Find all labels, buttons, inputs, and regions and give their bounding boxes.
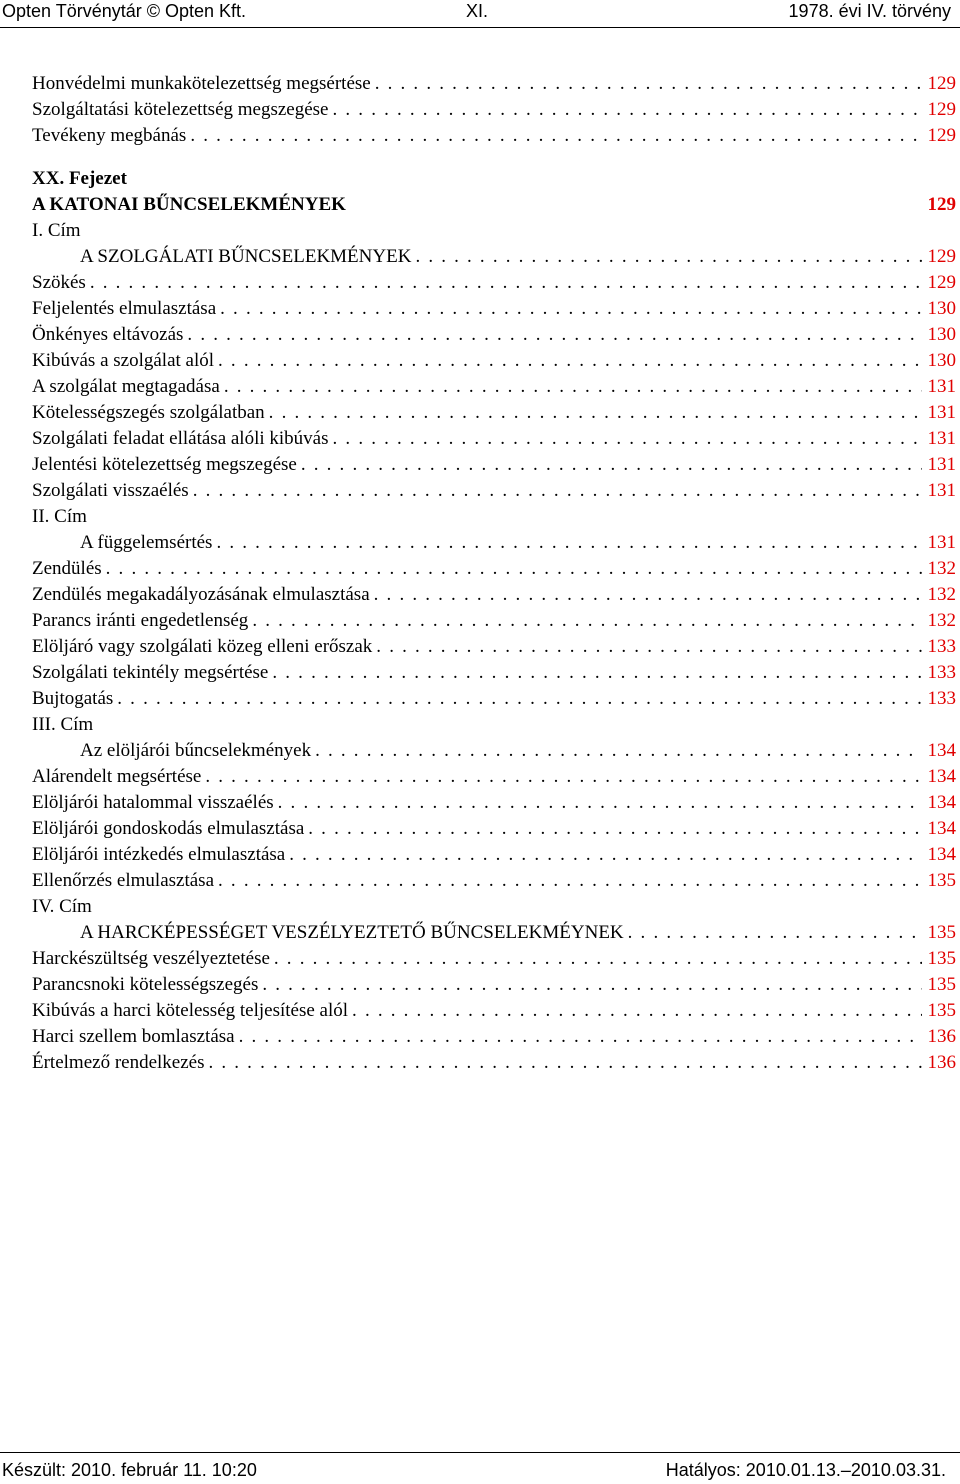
header-publisher: Opten Törvénytár © Opten Kft. [2, 1, 247, 21]
toc-entry[interactable] [32, 764, 956, 790]
toc-leader-dots [376, 634, 922, 660]
toc-entry[interactable] [32, 660, 956, 686]
toc-leader-dots [269, 400, 922, 426]
toc-leader-dots [301, 452, 922, 478]
toc-entry-title: Elöljáró vagy szolgálati közeg elleni erőszak [32, 634, 376, 660]
toc-page-number[interactable]: 134 [927, 792, 956, 813]
toc-page-number[interactable]: 129 [927, 99, 956, 120]
toc-entry-title: Szolgálati visszaélés [32, 478, 193, 504]
toc-row [32, 686, 956, 712]
toc-page-number[interactable]: 129 [927, 73, 956, 94]
toc-page-number[interactable]: 130 [927, 324, 956, 345]
toc-entry-title: A függelemsértés [32, 530, 216, 556]
toc-entry-title: Önkényes eltávozás [32, 322, 187, 348]
toc-leader-dots [220, 296, 922, 322]
header-divider [0, 27, 960, 28]
toc-row [32, 244, 956, 270]
toc-page-number[interactable]: 132 [927, 584, 956, 605]
toc-entry-title: Kibúvás a harci kötelesség teljesítése alól [32, 998, 352, 1024]
toc-page-number[interactable]: 131 [927, 402, 956, 423]
toc-leader-dots [333, 426, 922, 452]
toc-row [32, 972, 956, 998]
toc-entry-title: Harci szellem bomlasztása [32, 1024, 239, 1050]
toc-entry-title: Zendülés [32, 556, 106, 582]
toc-entry-title: Elöljárói gondoskodás elmulasztása [32, 816, 308, 842]
toc-row [32, 842, 956, 868]
toc-entry[interactable] [32, 634, 956, 660]
toc-row [32, 374, 956, 400]
toc-row [32, 868, 956, 894]
toc-entry[interactable] [32, 790, 956, 816]
toc-leader-dots [205, 764, 922, 790]
toc-row [32, 400, 956, 426]
toc-entry-title: Szökés [32, 270, 90, 296]
toc-entry[interactable] [32, 608, 956, 634]
toc-entry-title: Parancsnoki kötelességszegés [32, 972, 262, 998]
toc-page-number[interactable]: 131 [927, 454, 956, 475]
toc-row [32, 71, 956, 97]
toc-leader-dots [272, 660, 922, 686]
toc-entry[interactable] [32, 348, 956, 374]
title-heading-4: IV. Cím [32, 896, 92, 917]
toc-entry[interactable] [32, 400, 956, 426]
toc-row [32, 660, 956, 686]
toc-row [32, 920, 956, 946]
toc-leader-dots [90, 270, 922, 296]
toc-page-number[interactable]: 129 [927, 125, 956, 146]
toc-page-number[interactable]: 129 [927, 246, 956, 267]
toc-row [32, 348, 956, 374]
toc-page-number[interactable]: 134 [927, 844, 956, 865]
toc-entry-title: Bujtogatás [32, 686, 117, 712]
toc-entry[interactable] [32, 123, 956, 149]
toc-page-number[interactable]: 130 [927, 298, 956, 319]
toc-leader-dots [252, 608, 922, 634]
toc-entry[interactable] [32, 270, 956, 296]
toc-leader-dots [193, 478, 922, 504]
toc-row [32, 608, 956, 634]
toc-row [32, 478, 956, 504]
toc-leader-dots [333, 97, 923, 123]
toc-page-number[interactable]: 132 [927, 558, 956, 579]
toc-row [32, 790, 956, 816]
header-section: XI. [466, 1, 489, 21]
toc-leader-dots [308, 816, 922, 842]
toc-entry[interactable] [32, 556, 956, 582]
toc-entry-title: Értelmező rendelkezés [32, 1050, 208, 1076]
toc-entry[interactable] [32, 374, 956, 400]
toc-page-number[interactable]: 133 [927, 636, 956, 657]
toc-entry-title: Ellenőrzés elmulasztása [32, 868, 218, 894]
toc-leader-dots [374, 582, 922, 608]
toc-entry[interactable] [32, 972, 956, 998]
toc-page-number[interactable]: 129 [927, 272, 956, 293]
toc-leader-dots [106, 556, 922, 582]
toc-row [32, 738, 956, 764]
toc-entry[interactable] [32, 816, 956, 842]
toc-leader-dots [218, 348, 922, 374]
toc-entry[interactable] [32, 71, 956, 97]
toc-page-number[interactable]: 131 [927, 376, 956, 397]
toc-entry-title: Szolgálati tekintély megsértése [32, 660, 272, 686]
chapter-heading: XX. Fejezet [32, 168, 127, 189]
toc-entry-title: Parancs iránti engedetlenség [32, 608, 252, 634]
toc-page-number[interactable]: 136 [927, 1052, 956, 1073]
toc-leader-dots [262, 972, 922, 998]
toc-entry[interactable] [32, 738, 956, 764]
toc-page-number[interactable]: 135 [927, 948, 956, 969]
toc-row [32, 123, 956, 149]
title-heading-1: I. Cím [32, 220, 81, 241]
toc-row [32, 426, 956, 452]
toc-page-number[interactable]: 133 [927, 662, 956, 683]
toc-entry-title: Kibúvás a szolgálat alól [32, 348, 218, 374]
toc-row [32, 764, 956, 790]
toc-entry-title: Jelentési kötelezettség megszegése [32, 452, 301, 478]
toc-row [32, 582, 956, 608]
toc-page-number[interactable]: 132 [927, 610, 956, 631]
toc-entry-title: Zendülés megakadályozásának elmulasztása [32, 582, 374, 608]
toc-entry-title: Kötelességszegés szolgálatban [32, 400, 269, 426]
toc-entry-title: Harckészültség veszélyeztetése [32, 946, 274, 972]
toc-row [32, 634, 956, 660]
toc-entry[interactable] [32, 452, 956, 478]
toc-entry[interactable] [32, 998, 956, 1024]
toc-leader-dots [117, 686, 922, 712]
toc-entry[interactable] [32, 946, 956, 972]
toc-row [32, 530, 956, 556]
toc-leader-dots [315, 738, 922, 764]
toc-page-number[interactable]: 134 [927, 818, 956, 839]
toc-row [32, 556, 956, 582]
toc-row [32, 296, 956, 322]
toc-leader-dots [190, 123, 922, 149]
toc-entry[interactable] [32, 1024, 956, 1050]
toc-entry[interactable] [32, 530, 956, 556]
toc-entry[interactable] [32, 1050, 956, 1076]
toc-entry[interactable] [32, 426, 956, 452]
toc-leader-dots [216, 530, 922, 556]
toc-entry-title: Honvédelmi munkakötelezettség megsértése [32, 71, 375, 97]
toc-page-number[interactable]: 135 [927, 974, 956, 995]
toc-entry-title: Szolgáltatási kötelezettség megszegése [32, 97, 333, 123]
toc-page-number[interactable]: 135 [927, 870, 956, 891]
footer-effective: Hatályos: 2010.01.13.–2010.03.31. [665, 1460, 946, 1480]
toc-leader-dots [375, 71, 922, 97]
toc-page-number[interactable]: 135 [927, 922, 956, 943]
toc-entry[interactable] [32, 686, 956, 712]
toc-page-number[interactable]: 129 [927, 194, 956, 215]
toc-entry[interactable] [32, 244, 956, 270]
toc-entry-title: A KATONAI BŰNCSELEKMÉNYEK [32, 192, 350, 218]
toc-entry[interactable] [32, 478, 956, 504]
toc-entry[interactable] [32, 192, 956, 218]
toc-entry-title: Az elöljárói bűncselekmények [32, 738, 315, 764]
toc-row [32, 816, 956, 842]
toc-entry[interactable] [32, 842, 956, 868]
toc-entry[interactable] [32, 322, 956, 348]
toc-page-number[interactable]: 135 [927, 1000, 956, 1021]
page-header [0, 0, 960, 26]
toc-leader-dots [239, 1024, 922, 1050]
footer-divider [0, 1452, 960, 1453]
toc-page-number[interactable]: 131 [927, 428, 956, 449]
toc-page-number[interactable]: 133 [927, 688, 956, 709]
toc-page-number[interactable]: 131 [927, 480, 956, 501]
toc-entry[interactable] [32, 582, 956, 608]
toc-entry-title: Szolgálati feladat ellátása alóli kibúvás [32, 426, 333, 452]
toc-row [32, 946, 956, 972]
toc-row [32, 97, 956, 123]
toc-leader-dots [352, 998, 922, 1024]
toc-row [32, 1024, 956, 1050]
toc-page-number[interactable]: 134 [927, 740, 956, 761]
header-law-title: 1978. évi IV. törvény [788, 1, 951, 21]
toc-page-number[interactable]: 131 [927, 532, 956, 553]
toc-row [32, 322, 956, 348]
toc-entry-title: Tevékeny megbánás [32, 123, 190, 149]
toc-leader-dots [415, 244, 922, 270]
toc-leader-dots [208, 1050, 922, 1076]
title-heading-3: III. Cím [32, 714, 94, 735]
toc-entry[interactable] [32, 868, 956, 894]
table-of-contents [32, 71, 956, 1076]
toc-leader-dots [224, 374, 922, 400]
toc-row [32, 270, 956, 296]
toc-row [32, 192, 956, 218]
toc-leader-dots [628, 920, 922, 946]
toc-leader-dots [274, 946, 922, 972]
toc-entry-title: A szolgálat megtagadása [32, 374, 224, 400]
toc-page-number[interactable]: 136 [927, 1026, 956, 1047]
toc-entry-title: Feljelentés elmulasztása [32, 296, 220, 322]
toc-entry-title: Elöljárói intézkedés elmulasztása [32, 842, 289, 868]
footer-created: Készült: 2010. február 11. 10:20 [2, 1460, 257, 1480]
toc-entry-title: A HARCKÉPESSÉGET VESZÉLYEZTETŐ BŰNCSELEKMÉYNEK [32, 920, 628, 946]
toc-page-number[interactable]: 130 [927, 350, 956, 371]
toc-entry-title: Alárendelt megsértése [32, 764, 205, 790]
toc-entry[interactable] [32, 920, 956, 946]
toc-row [32, 452, 956, 478]
toc-page-number[interactable]: 134 [927, 766, 956, 787]
toc-entry[interactable] [32, 296, 956, 322]
title-heading-2: II. Cím [32, 506, 87, 527]
toc-row [32, 1050, 956, 1076]
toc-row [32, 998, 956, 1024]
toc-entry[interactable] [32, 97, 956, 123]
toc-leader-dots [278, 790, 922, 816]
toc-leader-dots [218, 868, 922, 894]
toc-entry-title: Elöljárói hatalommal visszaélés [32, 790, 278, 816]
toc-leader-dots [289, 842, 922, 868]
toc-leader-dots [187, 322, 922, 348]
toc-entry-title: A SZOLGÁLATI BŰNCSELEKMÉNYEK [32, 244, 415, 270]
